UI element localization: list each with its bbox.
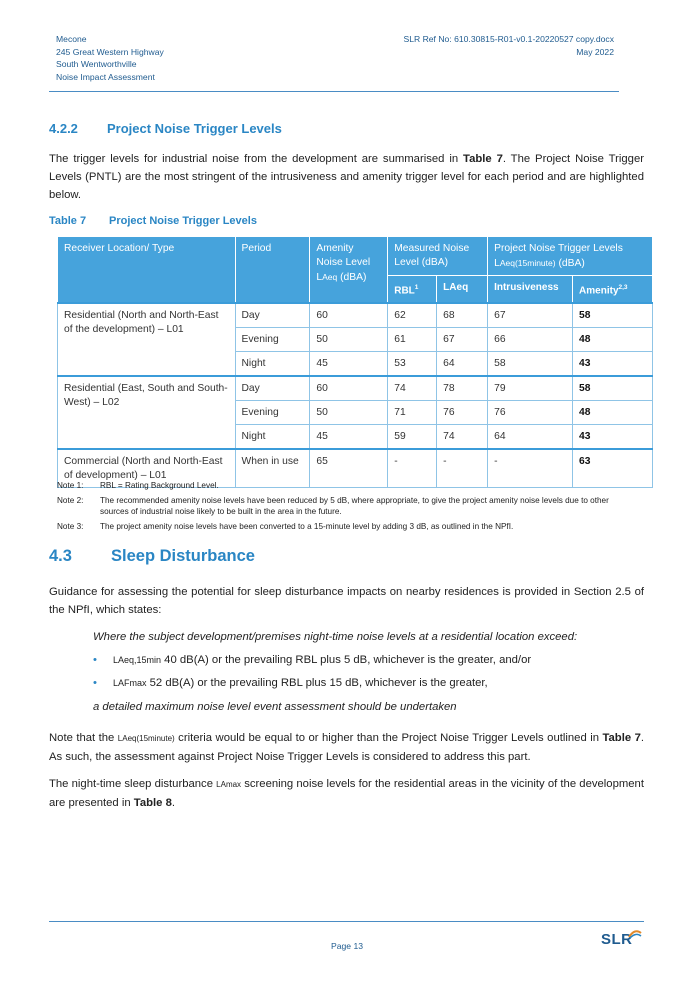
para-text: The night-time sleep disturbance xyxy=(49,778,217,790)
rbl-cell: 61 xyxy=(388,328,437,352)
col-header-laeq: LAeq xyxy=(437,276,488,304)
intrusiveness-cell: 79 xyxy=(488,376,573,401)
table-note xyxy=(57,480,637,492)
logo-mark-icon xyxy=(628,928,642,940)
laeq-cell: 67 xyxy=(437,328,488,352)
footnote-ref: 2,3 xyxy=(618,284,628,291)
amenity-pntl-cell: 63 xyxy=(573,449,653,488)
receiver-location: Commercial (North and North-East of development) – L01 xyxy=(58,449,236,488)
amenity-pntl-cell: 43 xyxy=(573,352,653,377)
section-title: Sleep Disturbance xyxy=(111,547,255,565)
rbl-label: RBL xyxy=(394,285,415,297)
laeq-cell: 78 xyxy=(437,376,488,401)
col-header-receiver: Receiver Location/ Type xyxy=(58,237,236,304)
intrusiveness-cell: 66 xyxy=(488,328,573,352)
laeq-cell: 74 xyxy=(437,425,488,450)
note-text: The project amenity noise levels have been converted to a 15-minute level by adding 3 dB, as outlined in the NPfI. xyxy=(100,521,514,531)
bullet-text: 52 dB(A) or the prevailing RBL plus 15 dB, whichever is the greater, xyxy=(146,677,488,689)
client-name: Mecone xyxy=(56,34,87,44)
amenity-col-label: Amenity xyxy=(579,285,619,297)
para-text: criteria would be equal to or higher than the Project Noise Trigger Levels outlined in xyxy=(174,732,603,744)
table-note xyxy=(57,521,637,533)
amenity-pntl-cell: 58 xyxy=(573,303,653,328)
criteria-paragraph xyxy=(49,729,644,766)
amenity-cell: 50 xyxy=(310,328,388,352)
note-label: Note 2: xyxy=(57,495,84,505)
laeq-cell: 64 xyxy=(437,352,488,377)
pntl-label: Project Noise Trigger Levels xyxy=(494,243,623,254)
amenity-cell: 45 xyxy=(310,425,388,450)
logo-text: SLR xyxy=(601,931,633,948)
amenity-pntl-cell: 48 xyxy=(573,401,653,425)
table-notes xyxy=(57,480,637,535)
laeq-cell: - xyxy=(437,449,488,488)
table-caption xyxy=(49,215,257,227)
period-cell: When in use xyxy=(235,449,310,488)
header-divider xyxy=(49,91,619,92)
amenity-cell: 50 xyxy=(310,401,388,425)
section-number: 4.2.2 xyxy=(49,121,78,136)
rbl-cell: 53 xyxy=(388,352,437,377)
metric-label: LAeq(15minute) xyxy=(117,734,175,743)
unit-subscript: Aeq(15minute) xyxy=(499,258,556,268)
client-address: 245 Great Western Highway xyxy=(56,46,164,57)
unit-tail: (dBA) xyxy=(555,258,585,269)
table-reference: Table 8 xyxy=(133,797,172,809)
metric-label: LAeq,15min xyxy=(113,655,162,665)
sleep-guidance-paragraph: Guidance for assessing the potential for sleep disturbance impacts on nearby residences is provided in Section 2.5 of the NPfI, which states: xyxy=(49,586,644,616)
intrusiveness-cell: 76 xyxy=(488,401,573,425)
screening-paragraph xyxy=(49,775,644,812)
slr-logo xyxy=(601,931,633,948)
quote-outro: a detailed maximum noise level event assessment should be undertaken xyxy=(93,701,457,713)
table-reference: Table 7 xyxy=(463,153,503,165)
unit-symbol: L xyxy=(494,258,500,269)
metric-label: LAmax xyxy=(216,780,242,789)
note-text: The recommended amenity noise levels have been reduced by 5 dB, where appropriate, to give the project amenity noise levels due to other sources of industrial noise likely to be built in the area in the future. xyxy=(100,495,609,516)
report-date: May 2022 xyxy=(576,46,614,57)
bullet-item xyxy=(93,677,488,689)
col-header-measured: Measured Noise Level (dBA) xyxy=(388,237,488,276)
unit-tail: (dBA) xyxy=(337,272,367,283)
table-reference: Table 7 xyxy=(602,732,641,744)
amenity-cell: 60 xyxy=(310,376,388,401)
table-row xyxy=(58,376,653,401)
period-cell: Night xyxy=(235,352,310,377)
noise-trigger-table xyxy=(57,236,653,488)
page-number: Page 13 xyxy=(330,941,364,951)
rbl-cell: 74 xyxy=(388,376,437,401)
bullet-icon: • xyxy=(93,654,97,666)
para-text: screening noise levels for the residential areas in the vicinity of the development are presented in xyxy=(49,778,644,809)
bullet-item xyxy=(93,654,531,666)
table-row xyxy=(58,303,653,328)
note-label: Note 3: xyxy=(57,521,84,531)
col-header-intrusiveness: Intrusiveness xyxy=(488,276,573,304)
period-cell: Evening xyxy=(235,328,310,352)
report-name: Noise Impact Assessment xyxy=(56,71,155,82)
section-heading-4-3 xyxy=(49,547,255,566)
section-number: 4.3 xyxy=(49,547,72,565)
para-text: . The Project Noise Trigger Levels (PNTL) are the most stringent of the intrusiveness and amenity trigger level for each period and are highlighted below. xyxy=(49,153,645,201)
rbl-cell: 62 xyxy=(388,303,437,328)
unit-symbol: L xyxy=(316,272,323,283)
bullet-text: 40 dB(A) or the prevailing RBL plus 5 dB, whichever is the greater, and/or xyxy=(161,654,532,666)
col-header-rbl xyxy=(388,276,437,304)
client-suburb: South Wentworthville xyxy=(56,59,137,69)
para-text: The trigger levels for industrial noise from the development are summarised in xyxy=(49,153,464,165)
table-number: Table 7 xyxy=(49,215,87,227)
document-header-left xyxy=(56,33,164,83)
amenity-cell: 65 xyxy=(310,449,388,488)
unit-subscript: Aeq xyxy=(322,272,338,282)
section-title: Project Noise Trigger Levels xyxy=(107,121,282,136)
table-header-row xyxy=(58,237,653,276)
rbl-cell: 59 xyxy=(388,425,437,450)
intrusiveness-cell: 67 xyxy=(488,303,573,328)
amenity-label: Amenity Noise Level xyxy=(316,243,371,268)
receiver-location: Residential (North and North-East of the development) – L01 xyxy=(58,303,236,376)
col-header-amenity xyxy=(310,237,388,304)
footer-divider xyxy=(49,921,644,922)
section-heading-4-2-2 xyxy=(49,121,282,136)
note-label: Note 1: xyxy=(57,481,84,490)
rbl-cell: - xyxy=(388,449,437,488)
table-title: Project Noise Trigger Levels xyxy=(109,215,257,227)
quote-intro: Where the subject development/premises night-time noise levels at a residential location exceed: xyxy=(93,631,578,643)
period-cell: Day xyxy=(235,376,310,401)
bullet-icon: • xyxy=(93,677,97,689)
period-cell: Day xyxy=(235,303,310,328)
intro-paragraph xyxy=(49,150,644,204)
amenity-pntl-cell: 43 xyxy=(573,425,653,450)
col-header-amenity-pntl xyxy=(573,276,653,304)
rbl-cell: 71 xyxy=(388,401,437,425)
reference-number: SLR Ref No: 610.30815-R01-v0.1-20220527 copy.docx xyxy=(403,34,614,44)
footnote-ref: 1 xyxy=(414,284,419,291)
table-note xyxy=(57,495,637,518)
laeq-cell: 68 xyxy=(437,303,488,328)
period-cell: Night xyxy=(235,425,310,450)
amenity-cell: 45 xyxy=(310,352,388,377)
intrusiveness-cell: 64 xyxy=(488,425,573,450)
document-header-right xyxy=(403,33,614,58)
amenity-cell: 60 xyxy=(310,303,388,328)
para-text: . xyxy=(171,797,176,809)
col-header-pntl xyxy=(488,237,653,276)
intrusiveness-cell: 58 xyxy=(488,352,573,377)
amenity-pntl-cell: 58 xyxy=(573,376,653,401)
para-text: Note that the xyxy=(49,732,118,744)
amenity-pntl-cell: 48 xyxy=(573,328,653,352)
intrusiveness-cell: - xyxy=(488,449,573,488)
para-text: . As such, the assessment against Project Noise Trigger Levels is considered to address this part. xyxy=(49,732,645,763)
metric-label: LAFmax xyxy=(113,678,147,688)
laeq-cell: 76 xyxy=(437,401,488,425)
receiver-location: Residential (East, South and South-West) – L02 xyxy=(58,376,236,449)
note-text: RBL = Rating Background Level. xyxy=(100,481,219,490)
col-header-period: Period xyxy=(235,237,310,304)
period-cell: Evening xyxy=(235,401,310,425)
